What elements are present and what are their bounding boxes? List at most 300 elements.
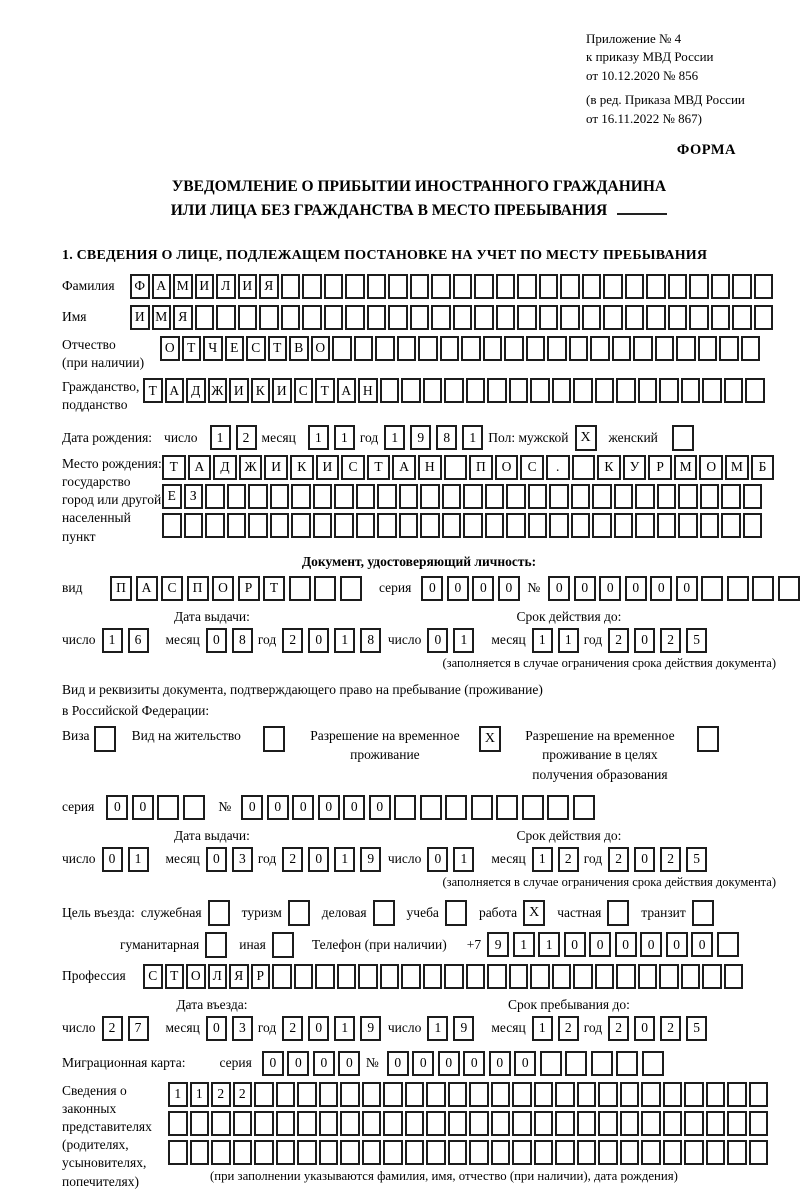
purpose-humanitarian-checkbox[interactable]: [205, 932, 227, 958]
char-cell: [388, 305, 408, 330]
char-cell: [573, 964, 593, 989]
char-cell: А: [337, 378, 357, 403]
entry-date-heading: Дата въезда:: [176, 996, 248, 1012]
char-cell: Ж: [208, 378, 228, 403]
char-cell: [719, 336, 739, 361]
char-cell: 5: [686, 628, 707, 653]
char-cell: 0: [241, 795, 263, 820]
char-cell: [362, 1111, 382, 1136]
char-cell: [380, 964, 400, 989]
char-cell: [633, 336, 653, 361]
char-cell: [388, 274, 408, 299]
char-cell: [254, 1111, 274, 1136]
representatives-line1-field[interactable]: [168, 1082, 770, 1107]
day-label: число: [387, 851, 422, 867]
phone-field[interactable]: [487, 932, 742, 957]
citizenship-field[interactable]: [143, 378, 767, 403]
appendix-line: Приложение № 4: [586, 31, 682, 46]
char-cell: Е: [225, 336, 245, 361]
issue-day-field[interactable]: [102, 628, 154, 653]
month-label: месяц: [491, 851, 526, 867]
valid-until-heading: Срок действия до:: [516, 608, 622, 624]
char-cell: 0: [634, 1016, 655, 1041]
day-label: число: [387, 632, 422, 648]
char-cell: [668, 274, 688, 299]
char-cell: [641, 1111, 661, 1136]
char-cell: Б: [751, 455, 775, 480]
char-cell: Я: [173, 305, 193, 330]
char-cell: [418, 336, 438, 361]
char-cell: [313, 513, 333, 538]
char-cell: 0: [292, 795, 314, 820]
year-label: год: [257, 851, 277, 867]
char-cell: 2: [558, 1016, 579, 1041]
residence-permit-label: Вид на жительство: [131, 727, 241, 743]
purpose-official-checkbox[interactable]: [208, 900, 230, 926]
char-cell: 2: [211, 1082, 231, 1107]
validity-note: (заполняется в случае ограничения срока действия документа): [442, 874, 776, 889]
birthplace-line2-field[interactable]: [162, 484, 776, 509]
char-cell: [638, 378, 658, 403]
purpose-private-checkbox[interactable]: [607, 900, 629, 926]
char-cell: П: [110, 576, 132, 601]
char-cell: [616, 378, 636, 403]
char-cell: [276, 1082, 296, 1107]
char-cell: И: [229, 378, 249, 403]
char-cell: 1: [190, 1082, 210, 1107]
char-cell: [727, 1082, 747, 1107]
char-cell: [565, 1051, 587, 1076]
char-cell: Ч: [203, 336, 223, 361]
char-cell: 0: [634, 628, 655, 653]
char-cell: [678, 513, 698, 538]
char-cell: А: [188, 455, 212, 480]
char-cell: М: [173, 274, 193, 299]
char-cell: [276, 1140, 296, 1165]
char-cell: 8: [360, 628, 381, 653]
char-cell: [717, 932, 739, 957]
res-issue-month-field[interactable]: [206, 847, 258, 872]
char-cell: [603, 274, 623, 299]
char-cell: 0: [308, 847, 329, 872]
birth-year-field[interactable]: [384, 425, 488, 450]
char-cell: [405, 1082, 425, 1107]
char-cell: 0: [634, 847, 655, 872]
doc-number-label: №: [527, 580, 541, 596]
res-number-field[interactable]: [241, 795, 598, 820]
purpose-transit-checkbox[interactable]: [692, 900, 714, 926]
res-dates-block: [62, 828, 776, 872]
representatives-line3-field[interactable]: [168, 1140, 770, 1165]
year-label: год: [359, 429, 379, 445]
identity-doc-heading: Документ, удостоверяющий личность:: [301, 553, 537, 569]
year-label: год: [583, 851, 603, 867]
char-cell: О: [699, 455, 723, 480]
char-cell: [721, 513, 741, 538]
entry-day-field[interactable]: [102, 1016, 154, 1041]
char-cell: [646, 305, 666, 330]
purpose-tourism-checkbox[interactable]: [288, 900, 310, 926]
char-cell: 2: [282, 847, 303, 872]
residence-doc-options: [62, 726, 776, 785]
char-cell: [405, 1140, 425, 1165]
char-cell: 3: [232, 1016, 253, 1041]
char-cell: 9: [360, 847, 381, 872]
purpose-other-checkbox[interactable]: [272, 932, 294, 958]
entry-purpose-row2: [120, 932, 776, 958]
char-cell: [238, 305, 258, 330]
appendix-line: от 16.11.2022 № 867): [586, 110, 703, 126]
year-label: год: [257, 1020, 277, 1036]
char-cell: [530, 964, 550, 989]
char-cell: У: [623, 455, 647, 480]
char-cell: [625, 274, 645, 299]
char-cell: Т: [162, 455, 186, 480]
char-cell: [442, 513, 462, 538]
char-cell: [401, 964, 421, 989]
char-cell: [442, 484, 462, 509]
stay-until: [362, 997, 776, 1041]
year-label: год: [583, 632, 603, 648]
sex-male-label: Пол: мужской: [488, 429, 569, 445]
char-cell: [534, 1140, 554, 1165]
char-cell: О: [311, 336, 331, 361]
char-cell: Т: [182, 336, 202, 361]
char-cell: [592, 484, 612, 509]
char-cell: 0: [106, 795, 128, 820]
char-cell: [620, 1111, 640, 1136]
res-valid-year-field[interactable]: [608, 847, 712, 872]
char-cell: [270, 513, 290, 538]
char-cell: [530, 378, 550, 403]
char-cell: [248, 484, 268, 509]
purpose-option-label: учеба: [406, 904, 439, 920]
residence-doc-intro: Вид и реквизиты документа, подтверждающего право на пребывание (проживание) в Российской Федерации:: [62, 681, 543, 719]
char-cell: [528, 484, 548, 509]
char-cell: [380, 378, 400, 403]
doc-series-field[interactable]: [421, 576, 523, 601]
char-cell: 0: [463, 1051, 485, 1076]
char-cell: Н: [418, 455, 442, 480]
char-cell: [362, 1082, 382, 1107]
char-cell: 7: [128, 1016, 149, 1041]
char-cell: [663, 1111, 683, 1136]
entry-month-field[interactable]: [206, 1016, 258, 1041]
char-cell: 1: [308, 425, 329, 450]
purpose-option-label: служебная: [140, 904, 202, 920]
char-cell: [555, 1111, 575, 1136]
appendix-line: от 10.12.2020 № 856: [586, 67, 699, 83]
char-cell: [754, 274, 774, 299]
char-cell: И: [238, 274, 258, 299]
char-cell: [711, 274, 731, 299]
char-cell: [216, 305, 236, 330]
char-cell: 0: [599, 576, 621, 601]
profession-field[interactable]: [143, 964, 745, 989]
char-cell: 0: [343, 795, 365, 820]
char-cell: Л: [216, 274, 236, 299]
char-cell: П: [187, 576, 209, 601]
char-cell: 0: [102, 847, 123, 872]
char-cell: [573, 378, 593, 403]
char-cell: [595, 378, 615, 403]
representatives-line2-field[interactable]: [168, 1111, 770, 1136]
valid-month-field[interactable]: [532, 628, 584, 653]
char-cell: [582, 305, 602, 330]
char-cell: [549, 513, 569, 538]
char-cell: [569, 336, 589, 361]
char-cell: [340, 1140, 360, 1165]
char-cell: [485, 484, 505, 509]
migcard-series-field[interactable]: [262, 1051, 364, 1076]
profession-label: Профессия: [62, 968, 126, 983]
birthdate-label: Дата рождения:: [62, 429, 153, 445]
char-cell: [233, 1140, 253, 1165]
valid-until-heading: Срок действия до:: [516, 827, 622, 843]
stay-day-field[interactable]: [427, 1016, 479, 1041]
stay-month-field[interactable]: [532, 1016, 584, 1041]
char-cell: [668, 305, 688, 330]
char-cell: [700, 513, 720, 538]
char-cell: [356, 484, 376, 509]
char-cell: [410, 305, 430, 330]
char-cell: 0: [262, 1051, 284, 1076]
char-cell: [291, 484, 311, 509]
char-cell: [426, 1082, 446, 1107]
char-cell: [362, 1140, 382, 1165]
char-cell: С: [246, 336, 266, 361]
valid-year-field[interactable]: [608, 628, 712, 653]
char-cell: 0: [447, 576, 469, 601]
res-issue-date: [62, 827, 375, 872]
char-cell: [701, 576, 723, 601]
char-cell: Е: [162, 484, 182, 509]
birthplace-line3-field[interactable]: [162, 513, 776, 538]
char-cell: 0: [625, 576, 647, 601]
char-cell: 0: [676, 576, 698, 601]
char-cell: 0: [589, 932, 611, 957]
char-cell: 2: [233, 1082, 253, 1107]
sex-male-checkbox[interactable]: X: [575, 425, 597, 451]
char-cell: [555, 1140, 575, 1165]
char-cell: П: [469, 455, 493, 480]
char-cell: 0: [574, 576, 596, 601]
appendix-line: к приказу МВД России: [586, 49, 714, 65]
char-cell: [483, 336, 503, 361]
char-cell: [706, 1111, 726, 1136]
char-cell: Я: [259, 274, 279, 299]
char-cell: [195, 305, 215, 330]
char-cell: [702, 378, 722, 403]
char-cell: [555, 1082, 575, 1107]
appendix-line: (в ред. Приказа МВД России: [586, 92, 745, 108]
forma-label: ФОРМА: [676, 142, 736, 159]
char-cell: [272, 964, 292, 989]
char-cell: [383, 1082, 403, 1107]
sex-female-checkbox[interactable]: [672, 425, 694, 451]
birth-day-field[interactable]: [210, 425, 262, 450]
doc-type-field[interactable]: [110, 576, 365, 601]
char-cell: 9: [360, 1016, 381, 1041]
char-cell: 5: [686, 1016, 707, 1041]
char-cell: 1: [168, 1082, 188, 1107]
char-cell: 0: [267, 795, 289, 820]
char-cell: [448, 1140, 468, 1165]
char-cell: [702, 964, 722, 989]
char-cell: [552, 378, 572, 403]
char-cell: 1: [453, 847, 474, 872]
char-cell: [281, 305, 301, 330]
char-cell: [190, 1111, 210, 1136]
char-cell: [315, 964, 335, 989]
patronymic-field[interactable]: [160, 336, 762, 361]
char-cell: [635, 484, 655, 509]
char-cell: [657, 513, 677, 538]
char-cell: [663, 1140, 683, 1165]
char-cell: [340, 1082, 360, 1107]
birthplace-line1-field[interactable]: [162, 455, 776, 480]
char-cell: [227, 513, 247, 538]
birth-month-field[interactable]: [308, 425, 360, 450]
firstname-field[interactable]: [130, 305, 775, 330]
surname-label: Фамилия: [62, 278, 115, 294]
char-cell: 2: [102, 1016, 123, 1041]
res-series-field[interactable]: [106, 795, 208, 820]
char-cell: [463, 484, 483, 509]
char-cell: [612, 336, 632, 361]
char-cell: [547, 795, 569, 820]
visa-checkbox[interactable]: [94, 726, 116, 752]
valid-day-field[interactable]: [427, 628, 479, 653]
char-cell: [598, 1082, 618, 1107]
char-cell: .: [546, 455, 570, 480]
sex-female-label: женский: [608, 429, 658, 445]
char-cell: 0: [564, 932, 586, 957]
patronymic-label: Отчество (при наличии): [62, 336, 145, 370]
char-cell: [727, 1111, 747, 1136]
char-cell: [420, 513, 440, 538]
validity-note: (заполняется в случае ограничения срока действия документа): [442, 655, 776, 670]
char-cell: [749, 1111, 769, 1136]
char-cell: 2: [608, 628, 629, 653]
char-cell: 0: [338, 1051, 360, 1076]
char-cell: 2: [660, 847, 681, 872]
char-cell: [625, 305, 645, 330]
char-cell: [684, 1140, 704, 1165]
char-cell: [590, 336, 610, 361]
doc-number-field[interactable]: [548, 576, 800, 601]
char-cell: [724, 378, 744, 403]
char-cell: М: [725, 455, 749, 480]
temp-residence-edu-checkbox[interactable]: [697, 726, 719, 752]
temp-residence-label: Разрешение на временное проживание: [310, 727, 460, 763]
char-cell: 0: [427, 628, 448, 653]
char-cell: [168, 1140, 188, 1165]
purpose-option-label: транзит: [641, 904, 686, 920]
issue-month-field[interactable]: [206, 628, 258, 653]
char-cell: [319, 1082, 339, 1107]
char-cell: [614, 513, 634, 538]
char-cell: [539, 305, 559, 330]
char-cell: [183, 795, 205, 820]
char-cell: [448, 1111, 468, 1136]
purpose-work-checkbox[interactable]: X: [523, 900, 545, 926]
char-cell: В: [289, 336, 309, 361]
char-cell: [324, 274, 344, 299]
char-cell: [741, 336, 761, 361]
appendix-reference: [586, 30, 776, 128]
char-cell: [681, 964, 701, 989]
res-valid-month-field[interactable]: [532, 847, 584, 872]
char-cell: [659, 964, 679, 989]
char-cell: [440, 336, 460, 361]
char-cell: [345, 274, 365, 299]
res-number-label: №: [218, 799, 232, 815]
temp-residence-checkbox[interactable]: X: [479, 726, 501, 752]
char-cell: [491, 1111, 511, 1136]
char-cell: 0: [691, 932, 713, 957]
char-cell: [684, 1082, 704, 1107]
char-cell: [700, 484, 720, 509]
char-cell: [471, 795, 493, 820]
char-cell: 5: [686, 847, 707, 872]
char-cell: [560, 274, 580, 299]
char-cell: [698, 336, 718, 361]
res-issue-day-field[interactable]: [102, 847, 154, 872]
purpose-study-checkbox[interactable]: [445, 900, 467, 926]
char-cell: [506, 484, 526, 509]
purpose-business-checkbox[interactable]: [373, 900, 395, 926]
char-cell: М: [152, 305, 172, 330]
surname-field[interactable]: [130, 274, 775, 299]
month-label: месяц: [165, 632, 200, 648]
char-cell: 1: [558, 628, 579, 653]
char-cell: [487, 378, 507, 403]
char-cell: [778, 576, 800, 601]
residence-permit-checkbox[interactable]: [263, 726, 285, 752]
citizenship-label: Гражданство, подданство: [62, 379, 140, 413]
res-valid-day-field[interactable]: [427, 847, 479, 872]
char-cell: [517, 305, 537, 330]
char-cell: 0: [498, 576, 520, 601]
temp-residence-edu-label: Разрешение на временное проживание в целях получения образования: [525, 727, 675, 783]
char-cell: [426, 1111, 446, 1136]
char-cell: 0: [438, 1051, 460, 1076]
char-cell: 1: [384, 425, 405, 450]
char-cell: [332, 336, 352, 361]
char-cell: [466, 378, 486, 403]
stay-year-field[interactable]: [608, 1016, 712, 1041]
migcard-number-field[interactable]: [387, 1051, 668, 1076]
char-cell: Т: [143, 378, 163, 403]
char-cell: 0: [514, 1051, 536, 1076]
char-cell: 0: [387, 1051, 409, 1076]
char-cell: [469, 1140, 489, 1165]
char-cell: 0: [132, 795, 154, 820]
char-cell: Р: [648, 455, 672, 480]
char-cell: [727, 576, 749, 601]
char-cell: [641, 1140, 661, 1165]
char-cell: [466, 964, 486, 989]
entry-purpose-row1: [62, 900, 776, 926]
char-cell: [453, 274, 473, 299]
char-cell: [205, 513, 225, 538]
char-cell: Н: [358, 378, 378, 403]
char-cell: [474, 274, 494, 299]
char-cell: [444, 455, 468, 480]
char-cell: 2: [558, 847, 579, 872]
char-cell: [706, 1140, 726, 1165]
